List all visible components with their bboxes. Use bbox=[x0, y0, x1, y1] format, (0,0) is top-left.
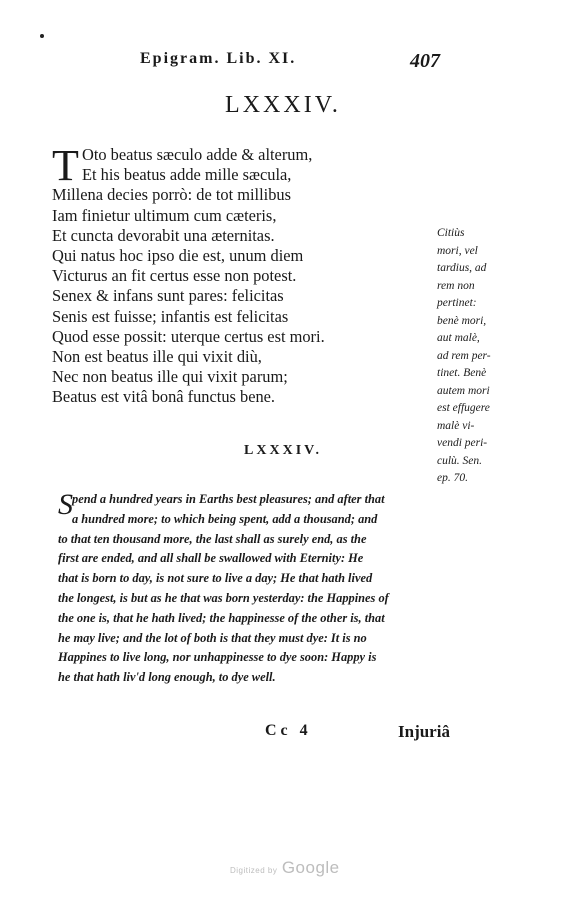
latin-line: Beatus est vitâ bonâ functus bene. bbox=[52, 387, 276, 407]
latin-line: Qui natus hoc ipso die est, unum diem bbox=[52, 246, 304, 266]
signature-mark: Cc 4 bbox=[265, 722, 312, 739]
latin-line: Victurus an fit certus esse non potest. bbox=[52, 266, 297, 286]
latin-line: Oto beatus sæculo adde & alterum, bbox=[82, 145, 313, 164]
latin-line: Et cuncta devorabit una æternitas. bbox=[52, 225, 275, 245]
margin-note-line: est effugere bbox=[437, 402, 490, 414]
english-line: Happines to live long, nor unhappinesse to dye soon: Happy is bbox=[58, 650, 377, 665]
watermark-prefix: Digitized by bbox=[230, 866, 278, 875]
english-drop-cap: S bbox=[58, 488, 73, 521]
latin-poem bbox=[52, 141, 325, 408]
margin-note-line: autem mori bbox=[437, 384, 490, 397]
latin-line: Nec non beatus ille qui vixit parum; bbox=[52, 367, 288, 387]
latin-line: Et his beatus adde mille sæcula, bbox=[82, 165, 292, 185]
margin-note-line: tardius, ad bbox=[437, 262, 487, 274]
english-translation bbox=[58, 490, 478, 688]
margin-note-line: rem non bbox=[437, 279, 475, 292]
english-line: the longest, is but as he that was born yesterday: the Happines of bbox=[58, 590, 389, 605]
english-line: first are ended, and all shall be swallowed with Eternity: He bbox=[58, 551, 364, 566]
margin-note-line: mori, vel bbox=[437, 244, 478, 257]
latin-line: Quod esse possit: uterque certus est mori. bbox=[52, 326, 325, 346]
running-head: Epigram. Lib. XI. bbox=[140, 50, 297, 67]
margin-note-line: Citiùs bbox=[437, 227, 465, 239]
latin-line: Non est beatus ille qui vixit diù, bbox=[52, 347, 262, 367]
latin-drop-cap: T bbox=[52, 141, 79, 190]
english-line: the one is, that he hath lived; the happinesse of the other is, that bbox=[58, 610, 385, 625]
latin-line: Senis est fuisse; infantis est felicitas bbox=[52, 306, 289, 326]
english-line: that is born to day, is not sure to live a day; He that hath lived bbox=[58, 571, 373, 586]
latin-line: Iam finietur ultimum cum cæteris, bbox=[52, 205, 277, 225]
english-line: a hundred more; to which being spent, add a thousand; and bbox=[72, 511, 378, 526]
margin-note-line: tinet. Benè bbox=[437, 367, 487, 379]
watermark-brand: Google bbox=[281, 858, 340, 877]
margin-note-line: benè mori, bbox=[437, 314, 487, 327]
margin-note-line: ad rem per- bbox=[437, 349, 491, 362]
margin-note-line: vendi peri- bbox=[437, 437, 488, 449]
margin-note-line: aut malè, bbox=[437, 332, 480, 344]
margin-note-line: pertinet: bbox=[437, 297, 477, 309]
latin-line: Senex & infans sunt pares: felicitas bbox=[52, 286, 284, 306]
poem-title: LXXXIV. bbox=[225, 92, 341, 118]
ink-speck bbox=[40, 34, 44, 38]
margin-note-line: ep. 70. bbox=[437, 472, 468, 484]
english-line: he that hath liv'd long enough, to dye well. bbox=[58, 670, 276, 685]
latin-line: Millena decies porrò: de tot millibus bbox=[52, 185, 291, 205]
margin-note-line: malè vi- bbox=[437, 419, 475, 432]
margin-note-line: culù. Sen. bbox=[437, 454, 483, 467]
english-line: to that ten thousand more, the last shall as surely end, as the bbox=[58, 531, 367, 546]
catchword: Injuriâ bbox=[398, 722, 450, 741]
english-line: pend a hundred years in Earths best pleasures; and after that bbox=[72, 492, 385, 506]
english-line: he may live; and the lot of both is that they must dye: It is no bbox=[58, 630, 367, 645]
translation-title: LXXXIV. bbox=[244, 443, 322, 458]
page-number: 407 bbox=[410, 50, 440, 72]
digitized-by-google-watermark bbox=[230, 858, 340, 878]
